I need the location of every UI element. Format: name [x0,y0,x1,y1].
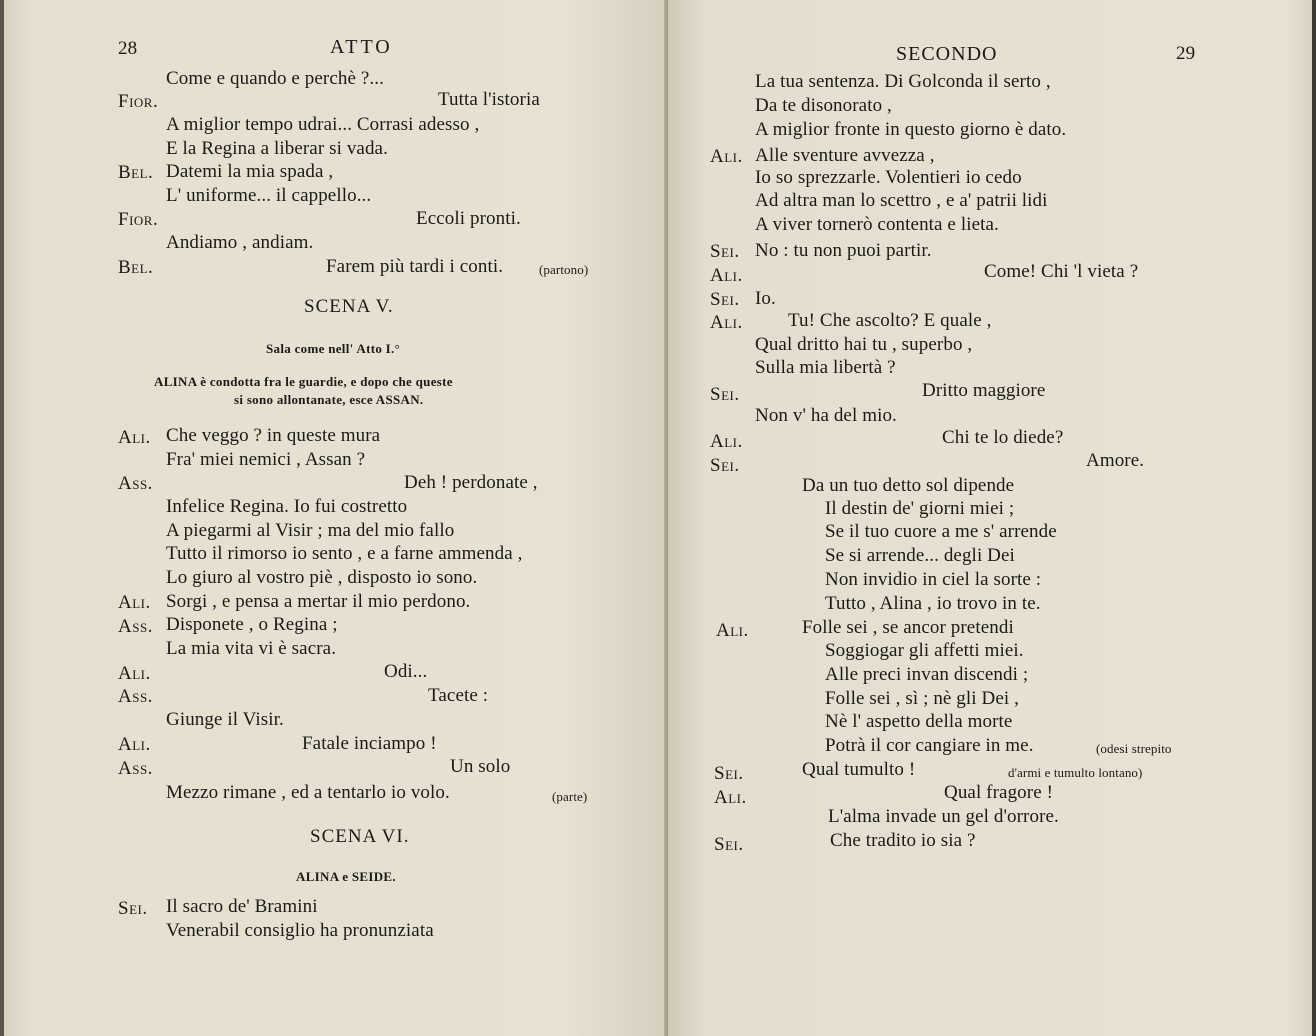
verse-line: Se si arrende... degli Dei [825,545,1015,566]
speaker: Ass. [118,616,153,637]
verse-line: Qual dritto hai tu , superbo , [755,334,973,355]
speaker: Ali. [710,431,743,452]
speaker: Bel. [118,162,154,183]
scene-cast: ALINA e SEIDE. [296,869,396,884]
speaker: Ali. [716,620,749,641]
speaker: Ass. [118,473,153,494]
verse-line: Fra' miei nemici , Assan ? [166,449,366,470]
speaker: Ali. [710,265,743,286]
speaker: Ali. [118,663,151,684]
speaker: Sei. [714,834,744,855]
verse-line: A miglior tempo udrai... Corrasi adesso , [166,114,480,135]
speaker: Sei. [710,289,740,310]
verse-line: Lo giuro al vostro piè , disposto io sono. [166,567,478,588]
verse-line: E la Regina a liberar si vada. [166,138,388,159]
verse-line: Mezzo rimane , ed a tentarlo io volo. [166,782,450,803]
verse-line: Andiamo , andiam. [166,232,314,253]
verse-line: Farem più tardi i conti. [326,256,504,277]
verse-line: Io so sprezzarle. Volentieri io cedo [755,167,1022,188]
scene-setting: Sala come nell' Atto I.° [266,341,401,356]
verse-line: Il sacro de' Bramini [166,896,318,917]
verse-line: A miglior fronte in questo giorno è dato. [755,119,1067,140]
verse-line: Giunge il Visir. [166,709,284,730]
speaker: Ass. [118,758,153,779]
verse-line: Tacete : [428,685,489,706]
page-number: 29 [1176,43,1196,64]
verse-line: Datemi la mia spada , [166,161,334,182]
verse-line: Eccoli pronti. [416,208,521,229]
verse-line: Folle sei , sì ; nè gli Dei , [825,688,1019,709]
verse-line: Se il tuo cuore a me s' arrende [825,521,1057,542]
verse-line: Qual fragore ! [944,782,1054,803]
left-page [4,0,668,1036]
verse-line: No : tu non puoi partir. [755,240,932,261]
verse-line: Folle sei , se ancor pretendi [802,617,1014,638]
speaker: Sei. [710,455,740,476]
scene-title: SCENA V. [304,296,394,317]
verse-line: Fatale inciampo ! [302,733,437,754]
verse-line: Io. [755,288,776,309]
speaker: Ali. [710,146,743,167]
speaker: Sei. [118,898,148,919]
scene-title: SCENA VI. [310,826,410,847]
verse-line: Da te disonorato , [755,95,892,116]
verse-line: Disponete , o Regina ; [166,614,338,635]
verse-line: Non invidio in ciel la sorte : [825,569,1042,590]
stage-direction: ALINA è condotta fra le guardie, e dopo che queste [154,374,453,389]
speaker: Ali. [118,592,151,613]
verse-line: Venerabil consiglio ha pronunziata [166,920,434,941]
verse-line: Tu! Che ascolto? E quale , [788,310,992,331]
verse-line: Amore. [1086,450,1145,471]
speaker: Fior. [118,91,159,112]
right-page [668,0,1312,1036]
verse-line: Chi te lo diede? [942,427,1064,448]
verse-line: Un solo [450,756,511,777]
speaker: Ali. [714,787,747,808]
verse-line: Tutto il rimorso io sento , e a farne ammenda , [166,543,523,564]
verse-line: Sorgi , e pensa a mertar il mio perdono. [166,591,471,612]
verse-line: Infelice Regina. Io fui costretto [166,496,408,517]
speaker: Sei. [714,763,744,784]
verse-line: Potrà il cor cangiare in me. [825,735,1034,756]
speaker: Ali. [710,312,743,333]
speaker: Bel. [118,257,154,278]
verse-line: Che veggo ? in queste mura [166,425,381,446]
speaker: Ass. [118,686,153,707]
page-number: 28 [118,38,138,59]
verse-line: Tutta l'istoria [438,89,540,110]
stage-direction: (odesi strepito [1096,741,1172,756]
speaker: Sei. [710,241,740,262]
verse-line: Sulla mia libertà ? [755,357,896,378]
verse-line: Alle sventure avvezza , [755,145,935,166]
stage-direction: si sono allontanate, esce ASSAN. [234,392,424,407]
stage-direction: (parte) [552,789,588,804]
verse-line: Che tradito io sia ? [830,830,976,851]
verse-line: Qual tumulto ! [802,759,916,780]
running-head: ATTO [330,36,393,58]
verse-line: Odi... [384,661,428,682]
verse-line: A viver tornerò contenta e lieta. [755,214,999,235]
stage-direction: d'armi e tumulto lontano) [1008,765,1143,780]
verse-line: Come! Chi 'l vieta ? [984,261,1139,282]
speaker: Ali. [118,734,151,755]
verse-line: Alle preci invan discendi ; [825,664,1029,685]
speaker: Fior. [118,209,159,230]
verse-line: L'alma invade un gel d'orrore. [828,806,1059,827]
verse-line: Nè l' aspetto della morte [825,711,1013,732]
verse-line: A piegarmi al Visir ; ma del mio fallo [166,520,455,541]
speaker: Ali. [118,427,151,448]
running-head: SECONDO [896,43,998,65]
verse-line: Tutto , Alina , io trovo in te. [825,593,1041,614]
verse-line: Soggiogar gli affetti miei. [825,640,1024,661]
verse-line: La mia vita vi è sacra. [166,638,337,659]
verse-line: Il destin de' giorni miei ; [825,498,1015,519]
book-edge [1312,0,1316,1036]
verse-line: Come e quando e perchè ?... [166,68,384,89]
verse-line: L' uniforme... il cappello... [166,185,372,206]
verse-line: Da un tuo detto sol dipende [802,475,1015,496]
stage-direction: (partono) [539,262,589,277]
verse-line: Dritto maggiore [922,380,1046,401]
verse-line: Non v' ha del mio. [755,405,897,426]
verse-line: Ad altra man lo scettro , e a' patrii lidi [755,190,1048,211]
speaker: Sei. [710,384,740,405]
verse-line: La tua sentenza. Di Golconda il serto , [755,71,1051,92]
verse-line: Deh ! perdonate , [404,472,538,493]
